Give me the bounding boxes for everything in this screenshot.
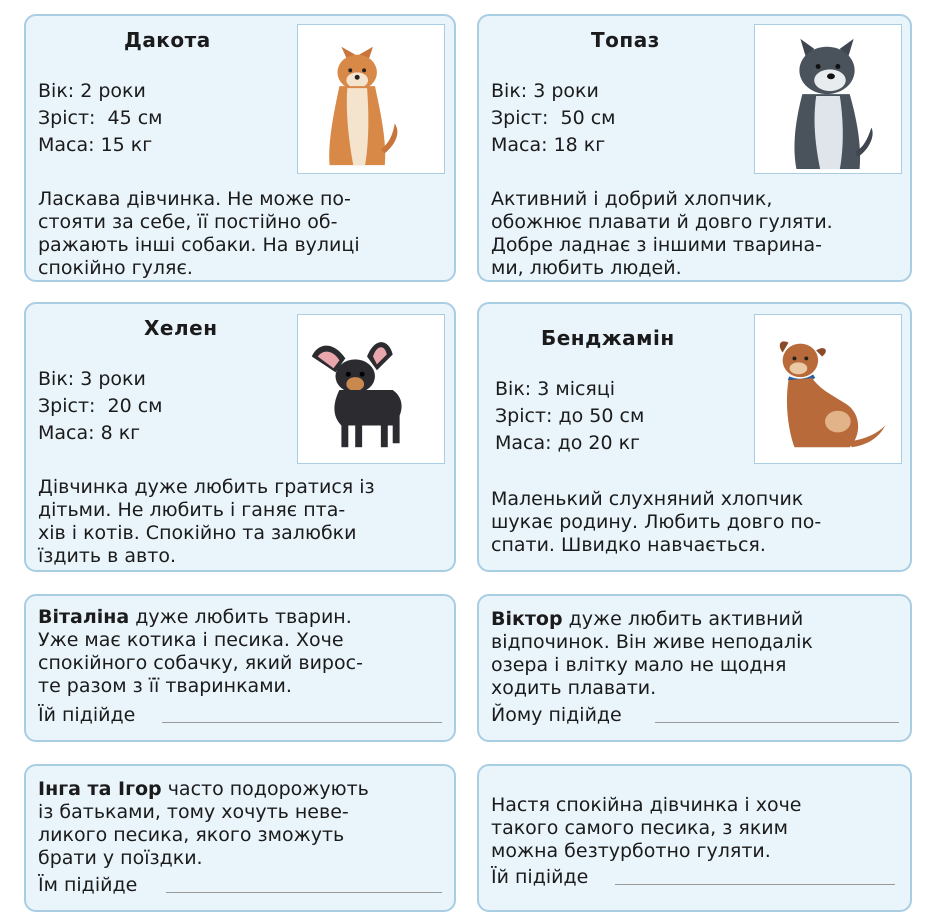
description-line: обожнює плавати й довго гуляти.: [491, 211, 833, 233]
answer-blank-line[interactable]: [615, 884, 895, 885]
description-line: стояти за себе, її постійно об-: [38, 211, 338, 233]
person-first-line: [38, 606, 363, 629]
person-line: Уже має котика і песика. Хоче: [38, 629, 344, 651]
dog-weight: Маса: 15 кг: [38, 134, 153, 156]
description-line: хів і котів. Спокійно та залюбки: [38, 522, 357, 544]
person-line: відпочинок. Він живе неподалік: [491, 631, 813, 653]
description-line: спати. Швидко навчається.: [491, 534, 766, 556]
description-line: Активний і добрий хлопчик,: [491, 188, 773, 210]
person-line: можна безтурботно гуляти.: [491, 840, 771, 862]
dog-name: Топаз: [591, 28, 660, 52]
person-text: [491, 794, 802, 863]
person-first-line: [491, 608, 813, 631]
person-card-vitalina: [24, 594, 456, 742]
dog-card-topaz: [477, 14, 912, 282]
person-line: брати у поїздки.: [38, 847, 203, 869]
chihuahua-dog-icon: [298, 315, 444, 463]
dog-height: Зріст: 20 см: [38, 395, 163, 417]
dog-stats: [38, 366, 163, 447]
answer-blank-line[interactable]: [162, 722, 442, 723]
description-line: їздить в авто.: [38, 545, 176, 567]
person-name: Віктор: [491, 608, 563, 630]
description-line: шукає родину. Любить довго по-: [491, 511, 822, 533]
description-line: Добре ладнає з іншими тварина-: [491, 234, 822, 256]
person-text: [491, 608, 813, 700]
person-line: ходить плавати.: [491, 677, 657, 699]
person-line: спокійного собачку, який вирос-: [38, 652, 363, 674]
dog-weight: Маса: 18 кг: [491, 134, 606, 156]
description-line: Маленький слухняний хлопчик: [491, 488, 804, 510]
person-first-line-rest: Настя спокійна дівчинка і хоче: [491, 794, 802, 816]
dog-name: Хелен: [144, 316, 218, 340]
dog-weight: Маса: 8 кг: [38, 422, 141, 444]
person-text: [38, 606, 363, 698]
dog-photo: [754, 314, 902, 464]
pitbull-dog-icon: [755, 25, 901, 173]
dog-stats: [38, 78, 163, 159]
dog-photo: [297, 24, 445, 174]
person-text: [38, 778, 369, 870]
description-line: Ласкава дівчинка. Не може по-: [38, 188, 351, 210]
dog-weight: Маса: до 20 кг: [495, 432, 641, 454]
dog-description: [491, 488, 821, 557]
answer-label: Йому підійде: [491, 704, 622, 726]
dog-height: Зріст: 50 см: [491, 107, 616, 129]
person-card-inga-igor: [24, 764, 456, 912]
description-line: спокійно гуляє.: [38, 257, 193, 279]
description-line: Дівчинка дуже любить гратися із: [38, 476, 375, 498]
dog-card-benjamin: [477, 302, 912, 572]
description-line: ражають інші собаки. На вулиці: [38, 234, 360, 256]
person-first-line-rest: часто подорожують: [161, 778, 369, 800]
person-name: Інга та Ігор: [38, 778, 162, 800]
answer-label: Їй підійде: [38, 704, 136, 726]
puppy-dog-icon: [755, 315, 901, 463]
person-first-line: [491, 794, 802, 817]
description-line: дітьми. Не любить і ганяє пта-: [38, 499, 346, 521]
dog-height: Зріст: 45 см: [38, 107, 163, 129]
dog-description: [38, 476, 375, 568]
dog-name: Дакота: [124, 28, 211, 52]
person-line: ликого песика, якого зможуть: [38, 824, 345, 846]
description-line: ми, любить людей.: [491, 257, 682, 279]
dog-photo: [297, 314, 445, 464]
dog-description: [491, 188, 833, 280]
shiba-dog-icon: [298, 25, 444, 173]
dog-age: Вік: 2 роки: [38, 80, 146, 102]
dog-description: [38, 188, 360, 280]
dog-card-helen: [24, 302, 456, 572]
dog-stats: [495, 376, 644, 457]
dog-stats: [491, 78, 616, 159]
person-name: Віталіна: [38, 606, 130, 628]
person-first-line-rest: дуже любить активний: [562, 608, 804, 630]
person-card-nastia: [477, 764, 912, 912]
dog-photo: [754, 24, 902, 174]
dog-name: Бенджамін: [541, 326, 675, 350]
answer-blank-line[interactable]: [166, 892, 442, 893]
person-line: такого самого песика, з яким: [491, 817, 788, 839]
person-first-line: [38, 778, 369, 801]
dog-age: Вік: 3 роки: [491, 80, 599, 102]
answer-label: Їм підійде: [38, 874, 138, 896]
person-card-viktor: [477, 594, 912, 742]
dog-age: Вік: 3 місяці: [495, 378, 616, 400]
person-first-line-rest: дуже любить тварин.: [129, 606, 352, 628]
answer-blank-line[interactable]: [655, 722, 899, 723]
dog-card-dakota: [24, 14, 456, 282]
dog-height: Зріст: до 50 см: [495, 405, 645, 427]
dog-age: Вік: 3 роки: [38, 368, 146, 390]
answer-label: Їй підійде: [491, 866, 589, 888]
person-line: озера і влітку мало не щодня: [491, 654, 787, 676]
person-line: те разом з її тваринками.: [38, 675, 292, 697]
person-line: із батьками, тому хочуть неве-: [38, 801, 349, 823]
